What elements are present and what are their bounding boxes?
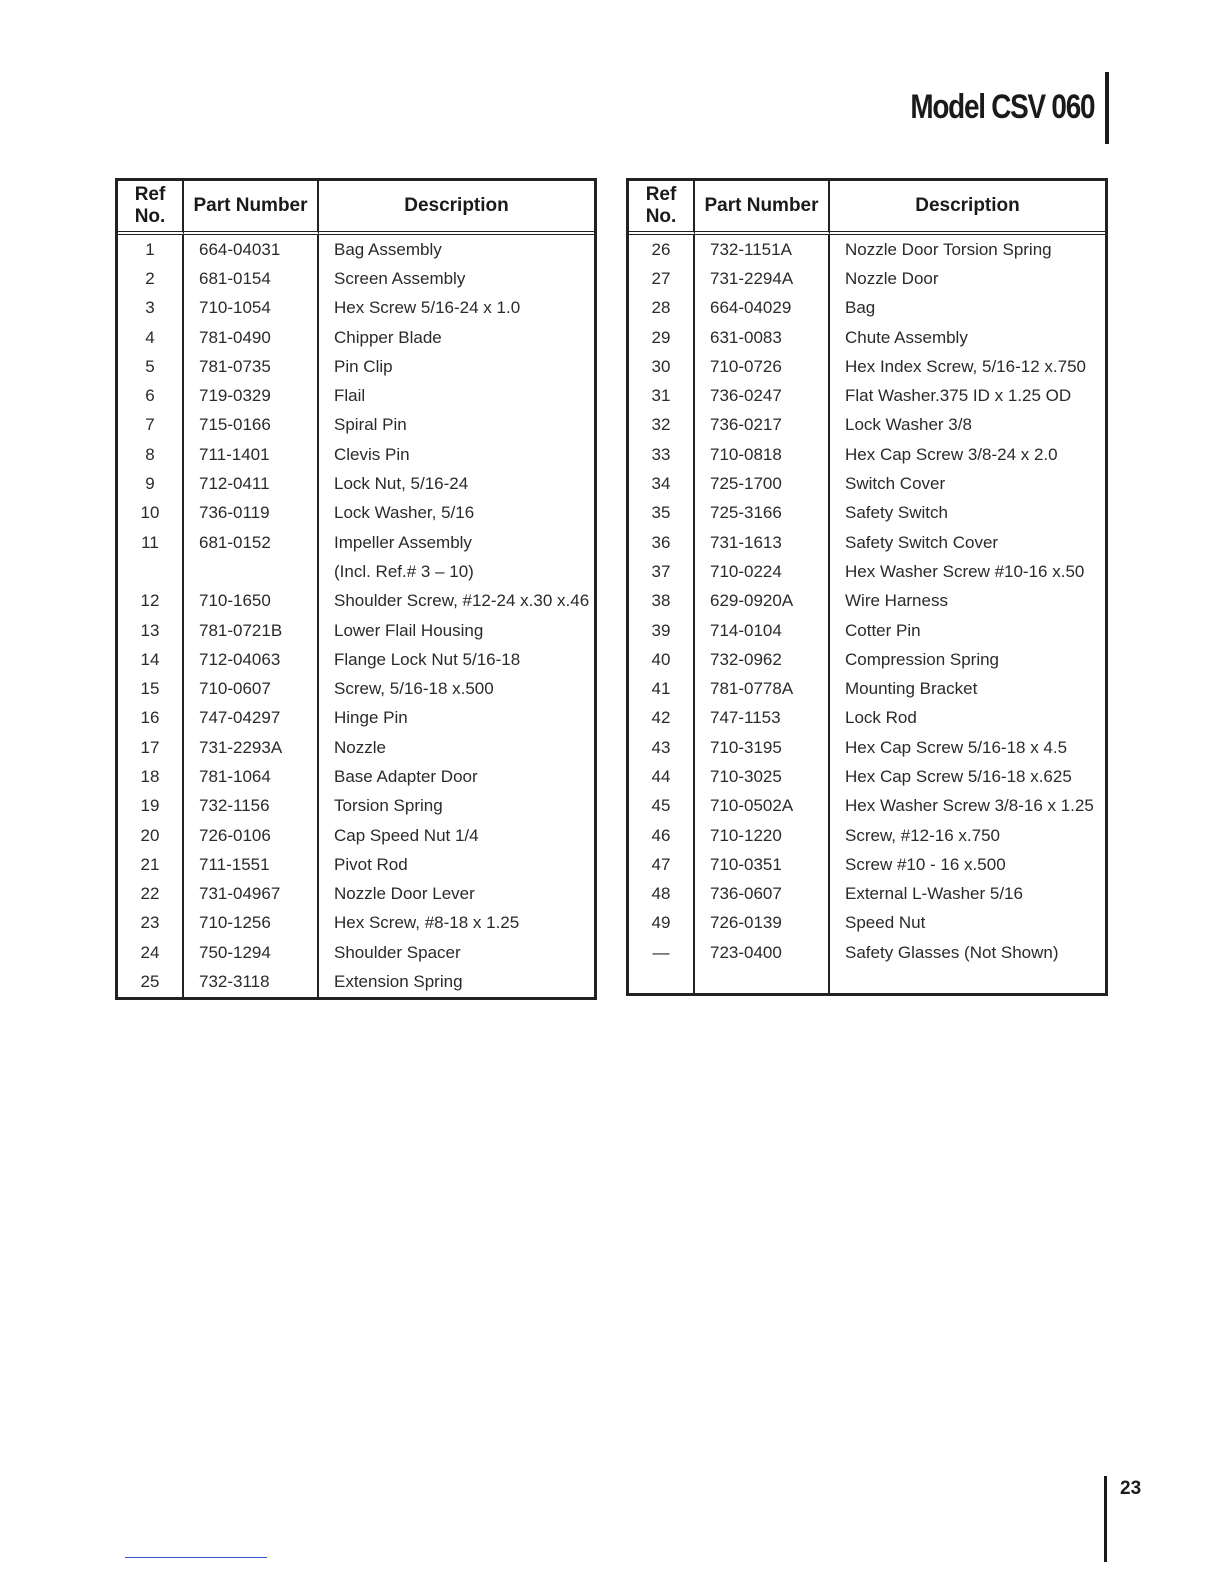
table-row [629, 762, 1105, 791]
table-row [629, 821, 1105, 850]
description-cell: Mounting Bracket [845, 679, 978, 699]
ref-no-cell: 14 [118, 645, 184, 674]
table-row [629, 616, 1105, 645]
ref-no-cell: 46 [629, 821, 695, 850]
ref-no-cell: 9 [118, 469, 184, 498]
part-number-header: Part Number [695, 181, 830, 235]
description-cell: Nozzle Door [845, 268, 939, 288]
ref-no-cell: 39 [629, 616, 695, 645]
part-number-cell: 732-0962 [695, 645, 830, 674]
part-number-cell: 710-1054 [184, 294, 319, 323]
description-cell: Compression Spring [845, 649, 1000, 669]
part-number-cell: 712-0411 [184, 469, 319, 498]
ref-no-cell: 4 [118, 323, 184, 352]
table-row [118, 411, 594, 440]
page-title: Model CSV 060 [910, 88, 1094, 126]
description-cell: Hex Washer Screw #10-16 x.50 [845, 561, 1085, 581]
table-row [118, 967, 594, 996]
ref-no-cell: 26 [629, 235, 695, 264]
description-cell: Screw, #12-16 x.750 [845, 825, 1000, 845]
ref-no-cell: 36 [629, 528, 695, 557]
description-cell: Hex Cap Screw 5/16-18 x.625 [845, 766, 1072, 786]
table-row [118, 880, 594, 909]
table-row [118, 587, 594, 616]
description-cell: Lock Washer 3/8 [845, 415, 972, 435]
table-row [629, 792, 1105, 821]
part-number-cell: 712-04063 [184, 645, 319, 674]
part-number-cell: 710-0224 [695, 557, 830, 586]
page-number: 23 [1120, 1478, 1142, 1499]
description-cell: Chipper Blade [334, 327, 442, 347]
part-number-cell: 719-0329 [184, 381, 319, 410]
table-row [629, 294, 1105, 323]
description-cell: Hex Screw, #8-18 x 1.25 [334, 913, 520, 933]
part-number-cell: 711-1401 [184, 440, 319, 469]
parts-table-left [115, 178, 597, 1000]
table-row [629, 381, 1105, 410]
table-row [118, 909, 594, 938]
ref-no-cell: 49 [629, 909, 695, 938]
description-cell: Hinge Pin [334, 708, 408, 728]
ref-no-cell: 3 [118, 294, 184, 323]
part-number-cell: 736-0119 [184, 499, 319, 528]
part-number-cell: 747-1153 [695, 704, 830, 733]
part-number-cell: 781-0735 [184, 352, 319, 381]
part-number-cell: 736-0607 [695, 880, 830, 909]
table-row [118, 323, 594, 352]
ref-no-cell: 11 [118, 528, 184, 557]
table-row [629, 880, 1105, 909]
ref-no-header: Ref No. [118, 181, 184, 235]
part-number-cell: 732-1156 [184, 792, 319, 821]
table-row [118, 499, 594, 528]
ref-no-cell: 41 [629, 674, 695, 703]
description-cell: Safety Switch [845, 503, 948, 523]
part-number-cell: 710-3025 [695, 762, 830, 791]
ref-no-cell: 38 [629, 587, 695, 616]
ref-no-cell: 6 [118, 381, 184, 410]
ref-no-cell: 5 [118, 352, 184, 381]
part-number-cell [184, 557, 319, 586]
table-row [629, 704, 1105, 733]
part-number-cell: 629-0920A [695, 587, 830, 616]
part-number-cell: 731-2294A [695, 264, 830, 293]
part-number-cell: 726-0139 [695, 909, 830, 938]
description-cell: Nozzle [334, 737, 386, 757]
ref-no-cell: 27 [629, 264, 695, 293]
description-cell: Bag [845, 298, 876, 318]
ref-no-cell: 22 [118, 880, 184, 909]
ref-no-cell: 25 [118, 967, 184, 996]
part-number-cell: 664-04031 [184, 235, 319, 264]
ref-no-cell: 2 [118, 264, 184, 293]
table-filler-row [629, 967, 1105, 993]
table-row [118, 557, 594, 586]
description-cell: Lock Nut, 5/16-24 [334, 474, 469, 494]
table-row [118, 792, 594, 821]
part-number-cell: 781-0721B [184, 616, 319, 645]
parts-table-right [626, 178, 1108, 996]
ref-no-cell: 7 [118, 411, 184, 440]
part-number-cell: 710-0607 [184, 674, 319, 703]
part-number-cell: 732-3118 [184, 967, 319, 996]
description-cell: Screw #10 - 16 x.500 [845, 854, 1006, 874]
ref-no-cell: 33 [629, 440, 695, 469]
table-row [118, 528, 594, 557]
description-cell: Lock Washer, 5/16 [334, 503, 475, 523]
description-cell: Cotter Pin [845, 620, 921, 640]
table-row [118, 645, 594, 674]
description-cell: Screen Assembly [334, 268, 466, 288]
ref-no-cell: 17 [118, 733, 184, 762]
part-number-cell: 781-0778A [695, 674, 830, 703]
ref-no-cell: 30 [629, 352, 695, 381]
part-number-cell: 750-1294 [184, 938, 319, 967]
part-number-cell: 715-0166 [184, 411, 319, 440]
description-cell: Nozzle Door Lever [334, 884, 475, 904]
table-row [629, 235, 1105, 264]
description-cell: External L-Washer 5/16 [845, 884, 1023, 904]
ref-no-cell: 13 [118, 616, 184, 645]
table-row [629, 323, 1105, 352]
table-row [118, 762, 594, 791]
description-cell: Safety Glasses (Not Shown) [845, 942, 1059, 962]
description-cell: Clevis Pin [334, 444, 410, 464]
table-row [118, 469, 594, 498]
part-number-cell: 710-0818 [695, 440, 830, 469]
description-cell: Bag Assembly [334, 239, 442, 259]
title-divider [1105, 72, 1109, 144]
ref-no-cell: 12 [118, 587, 184, 616]
description-header: Description [830, 181, 1105, 235]
ref-no-cell: 47 [629, 850, 695, 879]
ref-no-cell: 21 [118, 850, 184, 879]
ref-no-cell: 43 [629, 733, 695, 762]
part-number-cell: 731-04967 [184, 880, 319, 909]
description-cell: Switch Cover [845, 474, 946, 494]
ref-no-cell: 34 [629, 469, 695, 498]
description-cell: Screw, 5/16-18 x.500 [334, 679, 494, 699]
table-row [629, 557, 1105, 586]
table-row [629, 938, 1105, 967]
description-cell: Torsion Spring [334, 796, 443, 816]
part-number-cell: 710-1650 [184, 587, 319, 616]
table-row [118, 235, 594, 264]
table-row [118, 850, 594, 879]
ref-no-header: Ref No. [629, 181, 695, 235]
part-number-cell: 781-1064 [184, 762, 319, 791]
table-row [629, 440, 1105, 469]
table-row [118, 352, 594, 381]
ref-no-cell: 24 [118, 938, 184, 967]
ref-no-cell: 20 [118, 821, 184, 850]
table-row [629, 352, 1105, 381]
table-row [118, 294, 594, 323]
part-number-cell: 710-0726 [695, 352, 830, 381]
table-row [629, 528, 1105, 557]
table-row [118, 264, 594, 293]
description-cell: Lock Rod [845, 708, 917, 728]
description-cell: Cap Speed Nut 1/4 [334, 825, 479, 845]
ref-no-cell: 32 [629, 411, 695, 440]
page-number-divider [1104, 1476, 1107, 1562]
part-number-cell: 731-1613 [695, 528, 830, 557]
description-cell: Hex Cap Screw 3/8-24 x 2.0 [845, 444, 1058, 464]
description-cell: Shoulder Screw, #12-24 x.30 x.46 [334, 591, 590, 611]
part-number-cell: 747-04297 [184, 704, 319, 733]
description-cell: Base Adapter Door [334, 766, 478, 786]
part-number-cell: 710-0502A [695, 792, 830, 821]
table-row [629, 469, 1105, 498]
table-header-row [118, 181, 594, 235]
ref-no-cell: — [629, 938, 695, 967]
description-cell: Nozzle Door Torsion Spring [845, 239, 1052, 259]
table-row [118, 704, 594, 733]
description-cell: Flange Lock Nut 5/16-18 [334, 649, 521, 669]
description-cell: Pin Clip [334, 356, 393, 376]
ref-no-cell: 40 [629, 645, 695, 674]
table-row [629, 264, 1105, 293]
part-number-cell: 725-1700 [695, 469, 830, 498]
table-row [118, 938, 594, 967]
part-number-cell: 710-1220 [695, 821, 830, 850]
description-cell: Pivot Rod [334, 854, 408, 874]
ref-no-cell: 16 [118, 704, 184, 733]
description-cell: Flail [334, 386, 366, 406]
table-row [629, 733, 1105, 762]
table-row [629, 411, 1105, 440]
description-cell: Safety Switch Cover [845, 532, 999, 552]
ref-no-cell: 10 [118, 499, 184, 528]
footer-rule [125, 1557, 267, 1558]
ref-no-cell: 8 [118, 440, 184, 469]
description-cell: Speed Nut [845, 913, 926, 933]
part-number-cell: 710-3195 [695, 733, 830, 762]
ref-no-cell: 19 [118, 792, 184, 821]
description-header: Description [319, 181, 594, 235]
part-number-cell: 726-0106 [184, 821, 319, 850]
description-cell: Chute Assembly [845, 327, 968, 347]
part-number-header: Part Number [184, 181, 319, 235]
ref-no-cell: 28 [629, 294, 695, 323]
ref-no-cell: 48 [629, 880, 695, 909]
ref-no-cell: 42 [629, 704, 695, 733]
ref-no-cell [118, 557, 184, 586]
table-row [118, 440, 594, 469]
table-row [118, 733, 594, 762]
ref-no-cell: 45 [629, 792, 695, 821]
part-number-cell: 723-0400 [695, 938, 830, 967]
description-cell: Hex Index Screw, 5/16-12 x.750 [845, 356, 1086, 376]
ref-no-cell: 37 [629, 557, 695, 586]
part-number-cell: 681-0154 [184, 264, 319, 293]
part-number-cell: 711-1551 [184, 850, 319, 879]
table-row [629, 499, 1105, 528]
table-row [629, 909, 1105, 938]
description-cell: (Incl. Ref.# 3 – 10) [334, 561, 474, 581]
part-number-cell: 725-3166 [695, 499, 830, 528]
table-row [629, 645, 1105, 674]
table-row [629, 850, 1105, 879]
ref-no-cell: 15 [118, 674, 184, 703]
part-number-cell: 736-0217 [695, 411, 830, 440]
description-cell: Hex Washer Screw 3/8-16 x 1.25 [845, 796, 1094, 816]
description-cell: Hex Screw 5/16-24 x 1.0 [334, 298, 521, 318]
table-row [118, 616, 594, 645]
part-number-cell: 710-1256 [184, 909, 319, 938]
table-row [629, 674, 1105, 703]
ref-no-cell: 18 [118, 762, 184, 791]
description-cell: Extension Spring [334, 972, 463, 992]
part-number-cell: 631-0083 [695, 323, 830, 352]
description-cell: Impeller Assembly [334, 532, 472, 552]
ref-no-cell: 44 [629, 762, 695, 791]
ref-no-cell: 23 [118, 909, 184, 938]
part-number-cell: 681-0152 [184, 528, 319, 557]
part-number-cell: 710-0351 [695, 850, 830, 879]
description-cell: Flat Washer.375 ID x 1.25 OD [845, 386, 1072, 406]
part-number-cell: 664-04029 [695, 294, 830, 323]
ref-no-cell: 29 [629, 323, 695, 352]
table-row [118, 821, 594, 850]
part-number-cell: 781-0490 [184, 323, 319, 352]
part-number-cell: 731-2293A [184, 733, 319, 762]
ref-no-cell: 1 [118, 235, 184, 264]
part-number-cell: 736-0247 [695, 381, 830, 410]
description-cell: Lower Flail Housing [334, 620, 484, 640]
ref-no-cell: 31 [629, 381, 695, 410]
ref-no-cell: 35 [629, 499, 695, 528]
table-header-row [629, 181, 1105, 235]
description-cell: Shoulder Spacer [334, 942, 461, 962]
description-cell: Hex Cap Screw 5/16-18 x 4.5 [845, 737, 1068, 757]
part-number-cell: 732-1151A [695, 235, 830, 264]
description-cell: Wire Harness [845, 591, 948, 611]
table-row [118, 381, 594, 410]
table-row [629, 587, 1105, 616]
part-number-cell: 714-0104 [695, 616, 830, 645]
description-cell: Spiral Pin [334, 415, 407, 435]
table-row [118, 674, 594, 703]
